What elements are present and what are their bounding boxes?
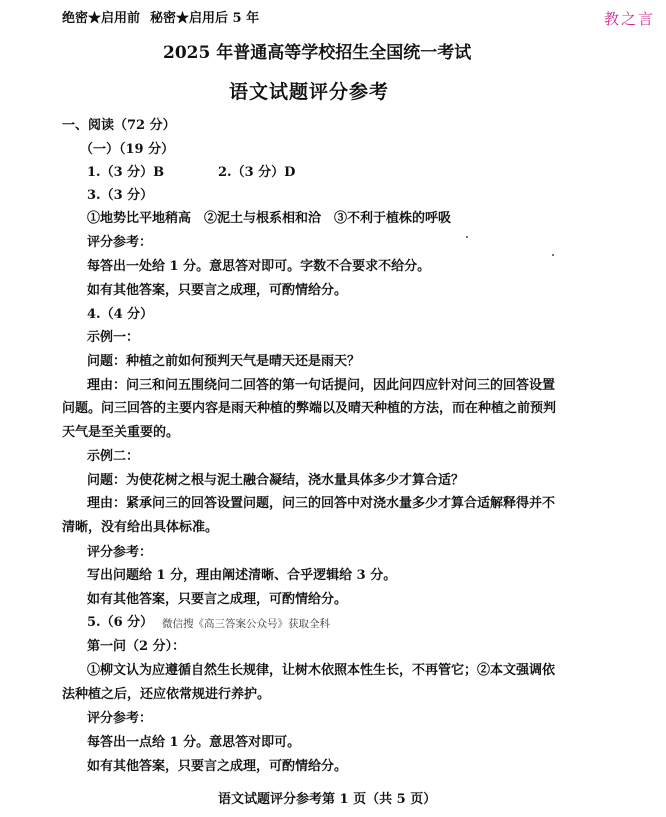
rubric-text: 如有其他答案，只要言之成理，可酌情给分。 [87,283,348,298]
rubric-text: 写出问题给 1 分，理由阐述清晰、合乎逻辑给 3 分。 [87,568,397,583]
watermark-logo: 教之言 [604,10,656,28]
rubric-text: 如有其他答案，只要言之成理，可酌情给分。 [87,759,348,774]
example-question: 问题：为使花树之根与泥土融合凝结，浇水量具体多少才算合适？ [87,473,465,488]
exam-title: 2025 年普通高等学校招生全国统一考试 [163,43,472,63]
example-question: 问题：种植之前如何预判天气是晴天还是雨天？ [87,354,361,369]
rubric-label: 评分参考： [87,235,153,250]
page-title: 语文试题评分参考 [229,81,390,103]
question-5-label: 5.（6 分） [87,615,154,630]
scan-speck [552,254,554,256]
promo-note: 微信搜《高三答案公众号》获取全科 [162,618,330,630]
answer-q5: 法种植之后，还应依常规进行养护。 [62,687,271,702]
rubric-label: 评分参考： [87,711,153,726]
rubric-text: 每答出一处给 1 分。意思答对即可。字数不合要求不给分。 [87,259,431,274]
answer-q1: 1.（3 分）B [87,165,165,180]
example-reason: 理由：紧承问三的回答设置问题，问三的回答中对浇水量多少才算合适解释得并不 [87,496,556,511]
example-label: 示例一： [87,330,140,345]
example-reason: 理由：问三和问五围绕问二回答的第一句话提问，因此问四应针对问三的回答设置 [87,378,556,393]
example-reason: 清晰，没有给出具体标准。 [62,520,219,535]
confidential-label: 绝密★启用前 [62,11,141,26]
answer-q2: 2.（3 分）D [218,165,296,180]
rubric-label: 评分参考： [87,545,153,560]
question-3-label: 3.（3 分） [87,188,154,203]
sub-question-label: 第一问（2 分）： [87,639,186,654]
page-footer: 语文试题评分参考第 1 页（共 5 页） [218,792,437,807]
rubric-text: 如有其他答案，只要言之成理，可酌情给分。 [87,592,348,607]
scan-speck [466,236,468,238]
example-reason: 天气是至关重要的。 [62,425,180,440]
rubric-text: 每答出一点给 1 分。意思答对即可。 [87,735,301,750]
answer-q5: ①柳文认为应遵循自然生长规律，让树木依照本性生长，不再管它；②本文强调依 [87,663,556,678]
subsection-heading: （一）（19 分） [80,142,175,157]
question-4-label: 4.（4 分） [87,307,154,322]
answer-q3: ①地势比平地稍高 ②泥土与根系相和洽 ③不利于植株的呼吸 [87,211,452,226]
example-reason: 问题。问三回答的主要内容是雨天种植的弊端以及晴天种植的方法，而在种植之前预判 [62,401,557,416]
section-heading: 一、阅读（72 分） [62,118,176,133]
example-label: 示例二： [87,449,140,464]
secret-label: 秘密★启用后 5 年 [150,11,260,26]
